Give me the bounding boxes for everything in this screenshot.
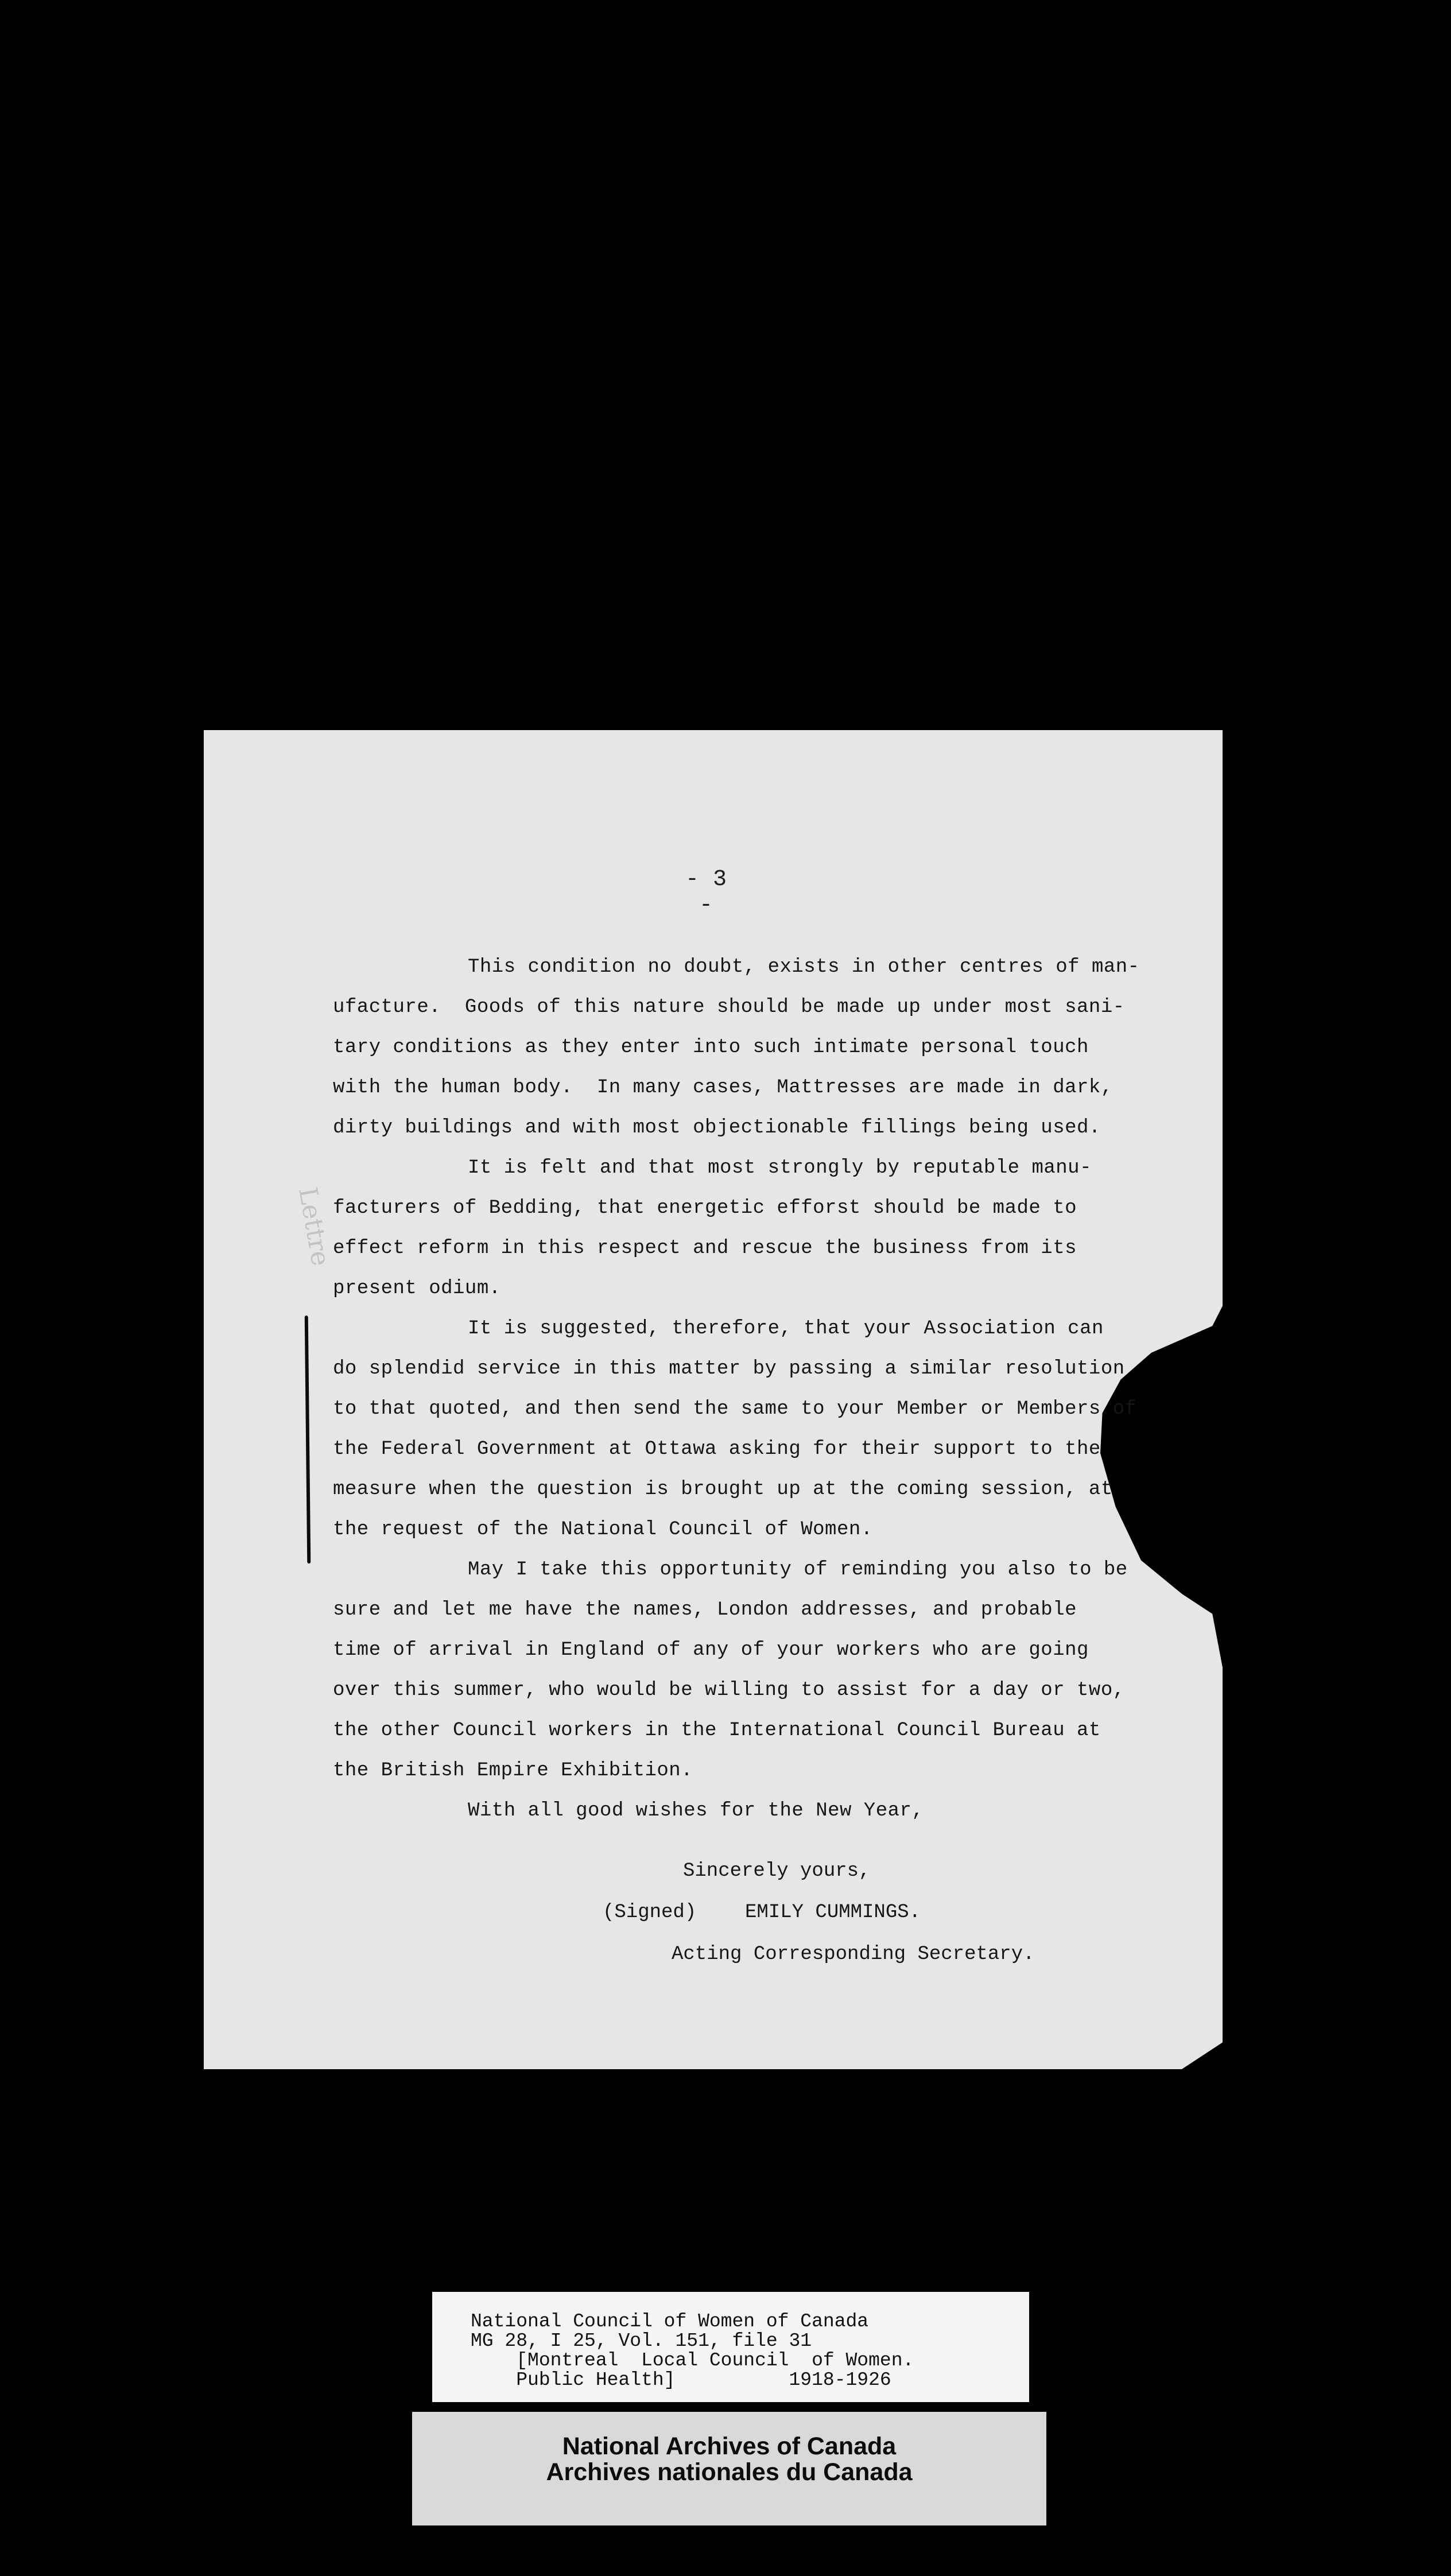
text-line: sure and let me have the names, London addresses, and probable xyxy=(333,1599,1077,1621)
reference-line: [Montreal Local Council of Women. xyxy=(471,2350,914,2371)
text-line: the British Empire Exhibition. xyxy=(333,1760,693,1782)
text-line: with the human body. In many cases, Mattresses are made in dark, xyxy=(333,1077,1113,1099)
archive-name-english: National Archives of Canada xyxy=(562,2433,897,2460)
text-line: effect reform in this respect and rescue the business from its xyxy=(333,1237,1077,1259)
reference-line: National Council of Women of Canada xyxy=(471,2311,869,2332)
text-line: the request of the National Council of Women. xyxy=(333,1519,873,1541)
text-line: the Federal Government at Ottawa asking for their support to the xyxy=(333,1438,1101,1460)
archive-reference-text xyxy=(471,2312,914,2390)
reference-line: MG 28, I 25, Vol. 151, file 31 xyxy=(471,2330,812,2352)
text-line: This condition no doubt, exists in other centres of man- xyxy=(468,956,1140,978)
text-line: over this summer, who would be willing to assist for a day or two, xyxy=(333,1679,1125,1701)
archive-name-french: Archives nationales du Canada xyxy=(546,2458,913,2486)
text-line: do splendid service in this matter by passing a similar resolution xyxy=(333,1358,1125,1380)
closing-salutation: Sincerely yours, xyxy=(683,1860,871,1882)
text-line: present odium. xyxy=(333,1278,501,1299)
paragraph-4 xyxy=(333,1550,1148,1791)
text-line: tary conditions as they enter into such intimate personal touch xyxy=(333,1037,1089,1058)
text-line: facturers of Bedding, that energetic efforst should be made to xyxy=(333,1197,1077,1219)
signer-name: EMILY CUMMINGS. xyxy=(745,1902,921,1923)
text-line: dirty buildings and with most objectionable fillings being used. xyxy=(333,1117,1101,1139)
text-line: It is felt and that most strongly by reputable manu- xyxy=(468,1157,1092,1179)
text-line: With all good wishes for the New Year, xyxy=(468,1800,924,1822)
paragraph-2 xyxy=(333,1148,1148,1309)
text-line: measure when the question is brought up at the coming session, at xyxy=(333,1479,1113,1500)
signed-label: (Signed) xyxy=(603,1902,697,1923)
text-line: the other Council workers in the International Council Bureau at xyxy=(333,1720,1101,1741)
paragraph-1 xyxy=(333,947,1148,1148)
paragraph-3 xyxy=(333,1309,1148,1550)
paragraph-5 xyxy=(333,1791,1148,1831)
text-line: to that quoted, and then send the same to your Member or Members of xyxy=(333,1398,1137,1420)
pencil-margin-note: Lettre xyxy=(293,1185,336,1268)
text-line: May I take this opportunity of reminding you also to be xyxy=(468,1559,1128,1581)
reference-line: Public Health] 1918-1926 xyxy=(471,2369,891,2391)
text-line: time of arrival in England of any of your workers who are going xyxy=(333,1639,1089,1661)
text-line: ufacture. Goods of this nature should be made up under most sani- xyxy=(333,996,1125,1018)
letter-body xyxy=(333,947,1148,1831)
text-line: It is suggested, therefore, that your Association can xyxy=(468,1318,1104,1340)
archive-stamp xyxy=(412,2434,1046,2485)
signer-title: Acting Corresponding Secretary. xyxy=(672,1943,1035,1965)
page-number: - 3 - xyxy=(685,867,727,918)
